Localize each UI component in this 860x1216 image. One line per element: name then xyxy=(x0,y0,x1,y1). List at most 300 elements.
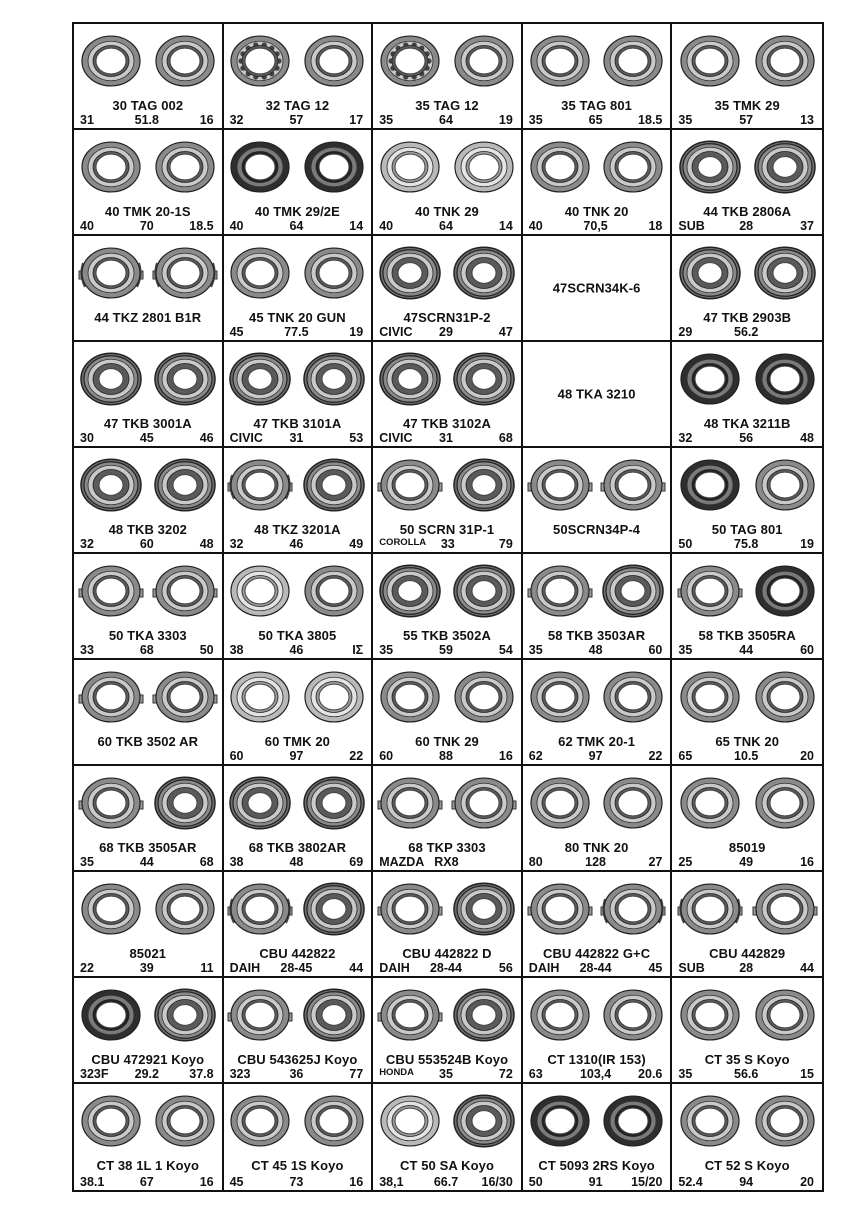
bearing-photo xyxy=(526,665,594,731)
bearing-photos xyxy=(74,346,222,414)
bearing-photo xyxy=(151,559,219,625)
dimension-value: COROLLA xyxy=(379,537,427,548)
bearing-photos xyxy=(373,28,521,96)
bearing-photo xyxy=(676,241,744,307)
bearing-photos xyxy=(373,134,521,202)
catalog-cell xyxy=(672,24,822,130)
dimensions-row xyxy=(672,219,822,233)
bearing-photo xyxy=(751,453,819,519)
bearing-photo xyxy=(77,347,145,413)
bearing-photos xyxy=(373,452,521,520)
dimension-value: 16 xyxy=(349,1175,364,1189)
bearing-photos xyxy=(74,664,222,732)
part-number: 48 TKZ 3201A xyxy=(254,522,341,537)
bearing-photo xyxy=(751,241,819,307)
dimension-value: 27 xyxy=(648,855,663,869)
dimensions-row xyxy=(74,219,222,233)
dimension-value: 45 xyxy=(648,961,663,975)
catalog-cell xyxy=(523,660,673,766)
bearing-photo xyxy=(376,771,444,837)
part-number: CBU 472921 Koyo xyxy=(91,1052,205,1067)
dimension-value: 28-45 xyxy=(280,961,313,975)
bearing-photo xyxy=(450,135,518,201)
dimension-value: 22 xyxy=(648,749,663,763)
catalog-cell xyxy=(523,448,673,554)
bearing-photo xyxy=(676,347,744,413)
dimension-value: 60 xyxy=(229,749,244,763)
bearing-photo xyxy=(599,771,667,837)
dimensions-row xyxy=(373,855,521,869)
part-number: 60 TMK 20 xyxy=(264,734,330,749)
dimension-value: 29 xyxy=(678,325,693,339)
catalog-cell xyxy=(523,766,673,872)
dimensions-row xyxy=(523,113,671,127)
dimensions-row xyxy=(373,1067,521,1081)
dimensions-row xyxy=(523,219,671,233)
bearing-photo xyxy=(450,665,518,731)
catalog-cell xyxy=(373,236,523,342)
catalog-cell xyxy=(523,872,673,978)
bearing-photos xyxy=(672,134,822,202)
dimension-value: 19 xyxy=(800,537,814,551)
catalog-cell xyxy=(224,342,374,448)
bearing-photo xyxy=(226,771,294,837)
dimension-value: 35 xyxy=(528,113,543,127)
dimensions-row xyxy=(672,431,822,445)
dimensions-row xyxy=(672,113,822,127)
dimension-value: 11 xyxy=(200,961,214,975)
catalog-cell xyxy=(373,660,523,766)
catalog-cell xyxy=(672,1084,822,1190)
dimension-value: 36 xyxy=(289,1067,304,1081)
bearing-photo xyxy=(751,29,819,95)
catalog-cell xyxy=(74,236,224,342)
dimension-value: 53 xyxy=(349,431,364,445)
dimension-value: 35 xyxy=(379,643,394,657)
dimension-value: 103,4 xyxy=(579,1067,612,1081)
bearing-photo xyxy=(376,453,444,519)
dimension-value: 46 xyxy=(289,643,304,657)
part-number: 35 TAG 12 xyxy=(415,98,479,113)
dimension-value: 28 xyxy=(739,961,754,975)
bearing-photo xyxy=(676,1089,744,1155)
dimension-value: 60 xyxy=(379,749,394,763)
catalog-cell xyxy=(224,554,374,660)
catalog-cell xyxy=(74,554,224,660)
part-number: 44 TKB 2806A xyxy=(703,204,792,219)
bearing-photos xyxy=(74,770,222,838)
part-number: 55 TKB 3502A xyxy=(403,628,491,643)
part-number: CBU 442822 D xyxy=(402,946,492,961)
dimension-value: DAIH xyxy=(229,961,261,975)
bearing-photo xyxy=(376,241,444,307)
part-number: CT 5093 2RS Koyo xyxy=(538,1158,655,1173)
catalog-cell xyxy=(523,1084,673,1190)
part-number: 35 TMK 29 xyxy=(714,98,780,113)
dimension-value xyxy=(769,325,814,339)
bearing-photos xyxy=(74,28,222,96)
dimension-value: 72 xyxy=(498,1067,513,1081)
dimension-value: CIVIC xyxy=(379,431,413,445)
dimension-value: 38 xyxy=(229,643,244,657)
dimension-value: 44 xyxy=(139,855,154,869)
dimension-value: 65 xyxy=(678,749,693,763)
bearing-photo xyxy=(300,453,368,519)
dimension-value: 44 xyxy=(349,961,364,975)
dimension-value: 56.6 xyxy=(734,1067,759,1081)
bearing-photos xyxy=(224,770,372,838)
bearing-photos xyxy=(74,1088,222,1156)
dimension-value: 51.8 xyxy=(134,113,159,127)
bearing-photos xyxy=(672,28,822,96)
part-number: 68 TKP 3303 xyxy=(408,840,486,855)
bearing-photo xyxy=(526,877,594,943)
catalog-cell xyxy=(523,554,673,660)
bearing-photos xyxy=(672,770,822,838)
dimension-value: 56.2 xyxy=(734,325,759,339)
bearing-photo xyxy=(526,29,594,95)
bearing-photo xyxy=(226,665,294,731)
bearing-photo xyxy=(526,983,594,1049)
bearing-photo xyxy=(77,877,145,943)
bearing-photo xyxy=(77,241,145,307)
dimension-value: 56 xyxy=(498,961,513,975)
part-number: CT 50 SA Koyo xyxy=(399,1158,494,1173)
bearing-photos xyxy=(74,558,222,626)
dimension-value: 35 xyxy=(528,643,543,657)
dimensions-row xyxy=(373,749,521,763)
dimensions-row xyxy=(672,961,822,975)
catalog-cell xyxy=(74,342,224,448)
dimensions-row xyxy=(224,1175,372,1189)
dimensions-row xyxy=(373,325,521,339)
dimension-value: 30 xyxy=(80,431,94,445)
dimension-value: 48 xyxy=(800,431,814,445)
dimension-value: 44 xyxy=(739,643,754,657)
dimension-value: 33 xyxy=(440,537,455,551)
bearing-photos xyxy=(224,346,372,414)
dimension-value: 35 xyxy=(439,1067,453,1081)
part-number: 47 TKB 3101A xyxy=(253,416,342,431)
dimension-value: MAZDA xyxy=(379,855,425,869)
dimension-value: 49 xyxy=(349,537,364,551)
dimensions-row xyxy=(74,1175,222,1189)
dimension-value: SUB xyxy=(678,961,705,975)
catalog-cell xyxy=(74,130,224,236)
part-number: 50 TAG 801 xyxy=(711,522,783,537)
dimension-value: 70 xyxy=(139,219,154,233)
bearing-photos xyxy=(74,982,222,1050)
catalog-cell xyxy=(672,978,822,1084)
dimensions-row xyxy=(74,431,222,445)
bearing-photos xyxy=(523,28,671,96)
bearing-photo xyxy=(526,771,594,837)
bearing-photo xyxy=(376,347,444,413)
part-number: 32 TAG 12 xyxy=(265,98,330,113)
dimensions-row xyxy=(74,643,222,657)
dimension-value: 50 xyxy=(678,537,693,551)
dimension-value: 40 xyxy=(379,219,394,233)
dimension-value: 68 xyxy=(199,855,214,869)
bearing-photos xyxy=(672,664,822,732)
part-number: 50 TKA 3805 xyxy=(258,628,337,643)
dimension-value: 15/20 xyxy=(631,1175,663,1189)
dimension-value: 66.7 xyxy=(433,1175,459,1189)
dimension-value: 29 xyxy=(439,325,453,339)
bearing-photo xyxy=(376,559,444,625)
catalog-cell xyxy=(523,24,673,130)
bearing-photo xyxy=(300,347,368,413)
dimension-value: 16 xyxy=(199,113,214,127)
dimensions-row xyxy=(672,855,822,869)
part-number: 30 TAG 002 xyxy=(112,98,184,113)
bearing-photos xyxy=(523,558,671,626)
catalog-cell xyxy=(74,1084,224,1190)
part-number: 50 TKA 3303 xyxy=(108,628,187,643)
dimension-value: 39 xyxy=(139,961,154,975)
catalog-cell xyxy=(373,872,523,978)
part-number: 47 TKB 3001A xyxy=(103,416,192,431)
bearing-photos xyxy=(373,240,521,308)
bearing-photo xyxy=(450,877,518,943)
part-number: 40 TMK 29/2E xyxy=(254,204,340,219)
catalog-cell xyxy=(74,978,224,1084)
catalog-cell xyxy=(74,766,224,872)
catalog-cell xyxy=(224,978,374,1084)
bearing-photos xyxy=(523,664,671,732)
bearing-photo xyxy=(450,29,518,95)
bearing-photo xyxy=(151,135,219,201)
dimension-value xyxy=(469,855,513,869)
dimension-value: 79 xyxy=(498,537,513,551)
part-number: 40 TMK 20-1S xyxy=(104,204,191,219)
dimension-value: 64 xyxy=(439,219,453,233)
catalog-cell xyxy=(373,448,523,554)
dimension-value: 31 xyxy=(289,431,304,445)
dimension-value: RX8 xyxy=(434,855,459,869)
dimensions-row xyxy=(373,113,521,127)
part-number: 62 TMK 20-1 xyxy=(558,734,636,749)
dimension-value: 38,1 xyxy=(379,1175,404,1189)
bearing-photo xyxy=(751,983,819,1049)
dimension-value: 46 xyxy=(199,431,214,445)
part-number: 65 TNK 20 xyxy=(715,734,780,749)
catalog-cell xyxy=(672,872,822,978)
part-number: 58 TKB 3505RA xyxy=(698,628,796,643)
dimension-value: 14 xyxy=(349,219,364,233)
dimension-value: 37.8 xyxy=(189,1067,214,1081)
catalog-cell xyxy=(373,24,523,130)
bearing-photos xyxy=(672,1088,822,1156)
bearing-photo xyxy=(226,559,294,625)
dimension-value: 57 xyxy=(289,113,304,127)
dimension-value: 64 xyxy=(289,219,304,233)
dimension-value: 31 xyxy=(80,113,94,127)
bearing-photos xyxy=(224,452,372,520)
dimension-value: 16/30 xyxy=(481,1175,513,1189)
part-number: CBU 442822 G+C xyxy=(542,946,651,961)
dimension-value: 35 xyxy=(678,1067,693,1081)
dimension-value: 35 xyxy=(678,113,693,127)
bearing-photo xyxy=(676,983,744,1049)
dimension-value: 40 xyxy=(80,219,94,233)
bearing-photos xyxy=(373,982,521,1050)
bearing-photo xyxy=(751,771,819,837)
dimension-value: CIVIC xyxy=(229,431,263,445)
bearing-photo xyxy=(300,983,368,1049)
catalog-cell xyxy=(224,872,374,978)
bearing-photo xyxy=(676,665,744,731)
bearing-photo xyxy=(450,771,518,837)
bearing-photo xyxy=(226,877,294,943)
bearing-photos xyxy=(224,1088,372,1156)
catalog-cell xyxy=(224,130,374,236)
dimension-value: 15 xyxy=(800,1067,814,1081)
dimension-value: 52.4 xyxy=(678,1175,703,1189)
bearing-photo xyxy=(526,1089,594,1155)
dimensions-row xyxy=(224,961,372,975)
catalog-cell xyxy=(224,1084,374,1190)
part-number: 68 TKB 3802AR xyxy=(248,840,347,855)
dimension-value: 35 xyxy=(80,855,94,869)
dimension-value: 97 xyxy=(588,749,603,763)
catalog-cell xyxy=(672,236,822,342)
dimensions-row xyxy=(224,749,372,763)
dimension-value: 18.5 xyxy=(189,219,214,233)
dimensions-row xyxy=(672,749,822,763)
dimension-value: 323F xyxy=(80,1067,109,1081)
dimension-value: 18.5 xyxy=(638,113,663,127)
bearing-photos xyxy=(373,876,521,944)
bearing-photos xyxy=(224,876,372,944)
bearing-photo xyxy=(151,241,219,307)
bearing-photo xyxy=(450,1089,518,1155)
dimension-value: 50 xyxy=(528,1175,543,1189)
dimension-value: 20 xyxy=(800,1175,814,1189)
dimension-value: SUB xyxy=(678,219,705,233)
dimension-value: 25 xyxy=(678,855,693,869)
dimension-value: 59 xyxy=(439,643,453,657)
dimension-value: 65 xyxy=(588,113,603,127)
part-number: CT 35 S Koyo xyxy=(704,1052,790,1067)
dimension-value: 31 xyxy=(439,431,453,445)
bearing-photos xyxy=(224,240,372,308)
bearing-photo xyxy=(151,347,219,413)
part-number: 47 TKB 2903B xyxy=(703,310,792,325)
dimension-value: 56 xyxy=(739,431,754,445)
bearing-photo xyxy=(751,559,819,625)
bearing-photo xyxy=(151,29,219,95)
dimension-value: 32 xyxy=(80,537,94,551)
part-number: 48 TKB 3202 xyxy=(108,522,187,537)
bearing-photos xyxy=(373,664,521,732)
bearing-photo xyxy=(751,1089,819,1155)
dimensions-row xyxy=(523,1067,671,1081)
dimension-value: 48 xyxy=(199,537,214,551)
bearing-photo xyxy=(599,983,667,1049)
bearing-photo xyxy=(151,983,219,1049)
bearing-photo xyxy=(450,453,518,519)
bearing-photo xyxy=(77,135,145,201)
catalog-cell xyxy=(523,236,673,342)
catalog-cell xyxy=(672,130,822,236)
part-number: CBU 553524B Koyo xyxy=(385,1052,509,1067)
dimension-value: 40 xyxy=(229,219,244,233)
dimension-value: 323 xyxy=(229,1067,251,1081)
bearing-photo xyxy=(226,29,294,95)
dimension-value: 62 xyxy=(528,749,543,763)
dimension-value: 68 xyxy=(139,643,154,657)
part-number: CT 52 S Koyo xyxy=(704,1158,790,1173)
dimension-value: 88 xyxy=(439,749,453,763)
dimension-value: 67 xyxy=(139,1175,154,1189)
catalog-cell xyxy=(373,554,523,660)
dimensions-row xyxy=(224,1067,372,1081)
dimensions-row xyxy=(373,537,521,551)
dimension-value: 64 xyxy=(439,113,453,127)
part-number: 35 TAG 801 xyxy=(561,98,633,113)
dimensions-row xyxy=(224,537,372,551)
bearing-photos xyxy=(523,134,671,202)
dimensions-row xyxy=(373,643,521,657)
bearing-photos xyxy=(523,770,671,838)
dimension-value: 32 xyxy=(229,537,244,551)
part-number: 47SCRN34K-6 xyxy=(552,280,641,296)
part-number: CT 38 1L 1 Koyo xyxy=(96,1158,199,1173)
part-number: 68 TKB 3505AR xyxy=(99,840,197,855)
bearing-catalog-grid xyxy=(72,22,824,1192)
bearing-photo xyxy=(376,29,444,95)
part-number: 85021 xyxy=(129,946,167,961)
bearing-photos xyxy=(373,558,521,626)
catalog-cell xyxy=(224,660,374,766)
dimension-value: 38.1 xyxy=(80,1175,105,1189)
catalog-cell xyxy=(672,342,822,448)
dimension-value: 20 xyxy=(800,749,814,763)
catalog-cell xyxy=(74,448,224,554)
catalog-cell xyxy=(373,978,523,1084)
bearing-photo xyxy=(450,347,518,413)
bearing-photo xyxy=(599,1089,667,1155)
bearing-photo xyxy=(77,983,145,1049)
bearing-photo xyxy=(226,983,294,1049)
part-number: 45 TNK 20 GUN xyxy=(249,310,346,325)
catalog-cell xyxy=(74,872,224,978)
dimension-value: 40 xyxy=(528,219,543,233)
dimension-value: 28-44 xyxy=(429,961,462,975)
dimension-value: 97 xyxy=(289,749,304,763)
catalog-cell xyxy=(373,1084,523,1190)
dimensions-row xyxy=(523,961,671,975)
dimension-value: 50 xyxy=(199,643,214,657)
bearing-photos xyxy=(373,346,521,414)
dimension-value: 48 xyxy=(588,643,603,657)
catalog-cell xyxy=(224,236,374,342)
dimension-value: 18 xyxy=(648,219,663,233)
dimensions-row xyxy=(224,113,372,127)
catalog-cell xyxy=(74,24,224,130)
bearing-photos xyxy=(672,876,822,944)
dimension-value: 38 xyxy=(229,855,244,869)
bearing-photo xyxy=(450,241,518,307)
bearing-photos xyxy=(74,452,222,520)
dimension-value: 19 xyxy=(349,325,364,339)
dimension-value: 47 xyxy=(498,325,513,339)
dimension-value: 16 xyxy=(800,855,814,869)
dimension-value: 32 xyxy=(229,113,244,127)
bearing-photo xyxy=(300,29,368,95)
bearing-photo xyxy=(376,877,444,943)
